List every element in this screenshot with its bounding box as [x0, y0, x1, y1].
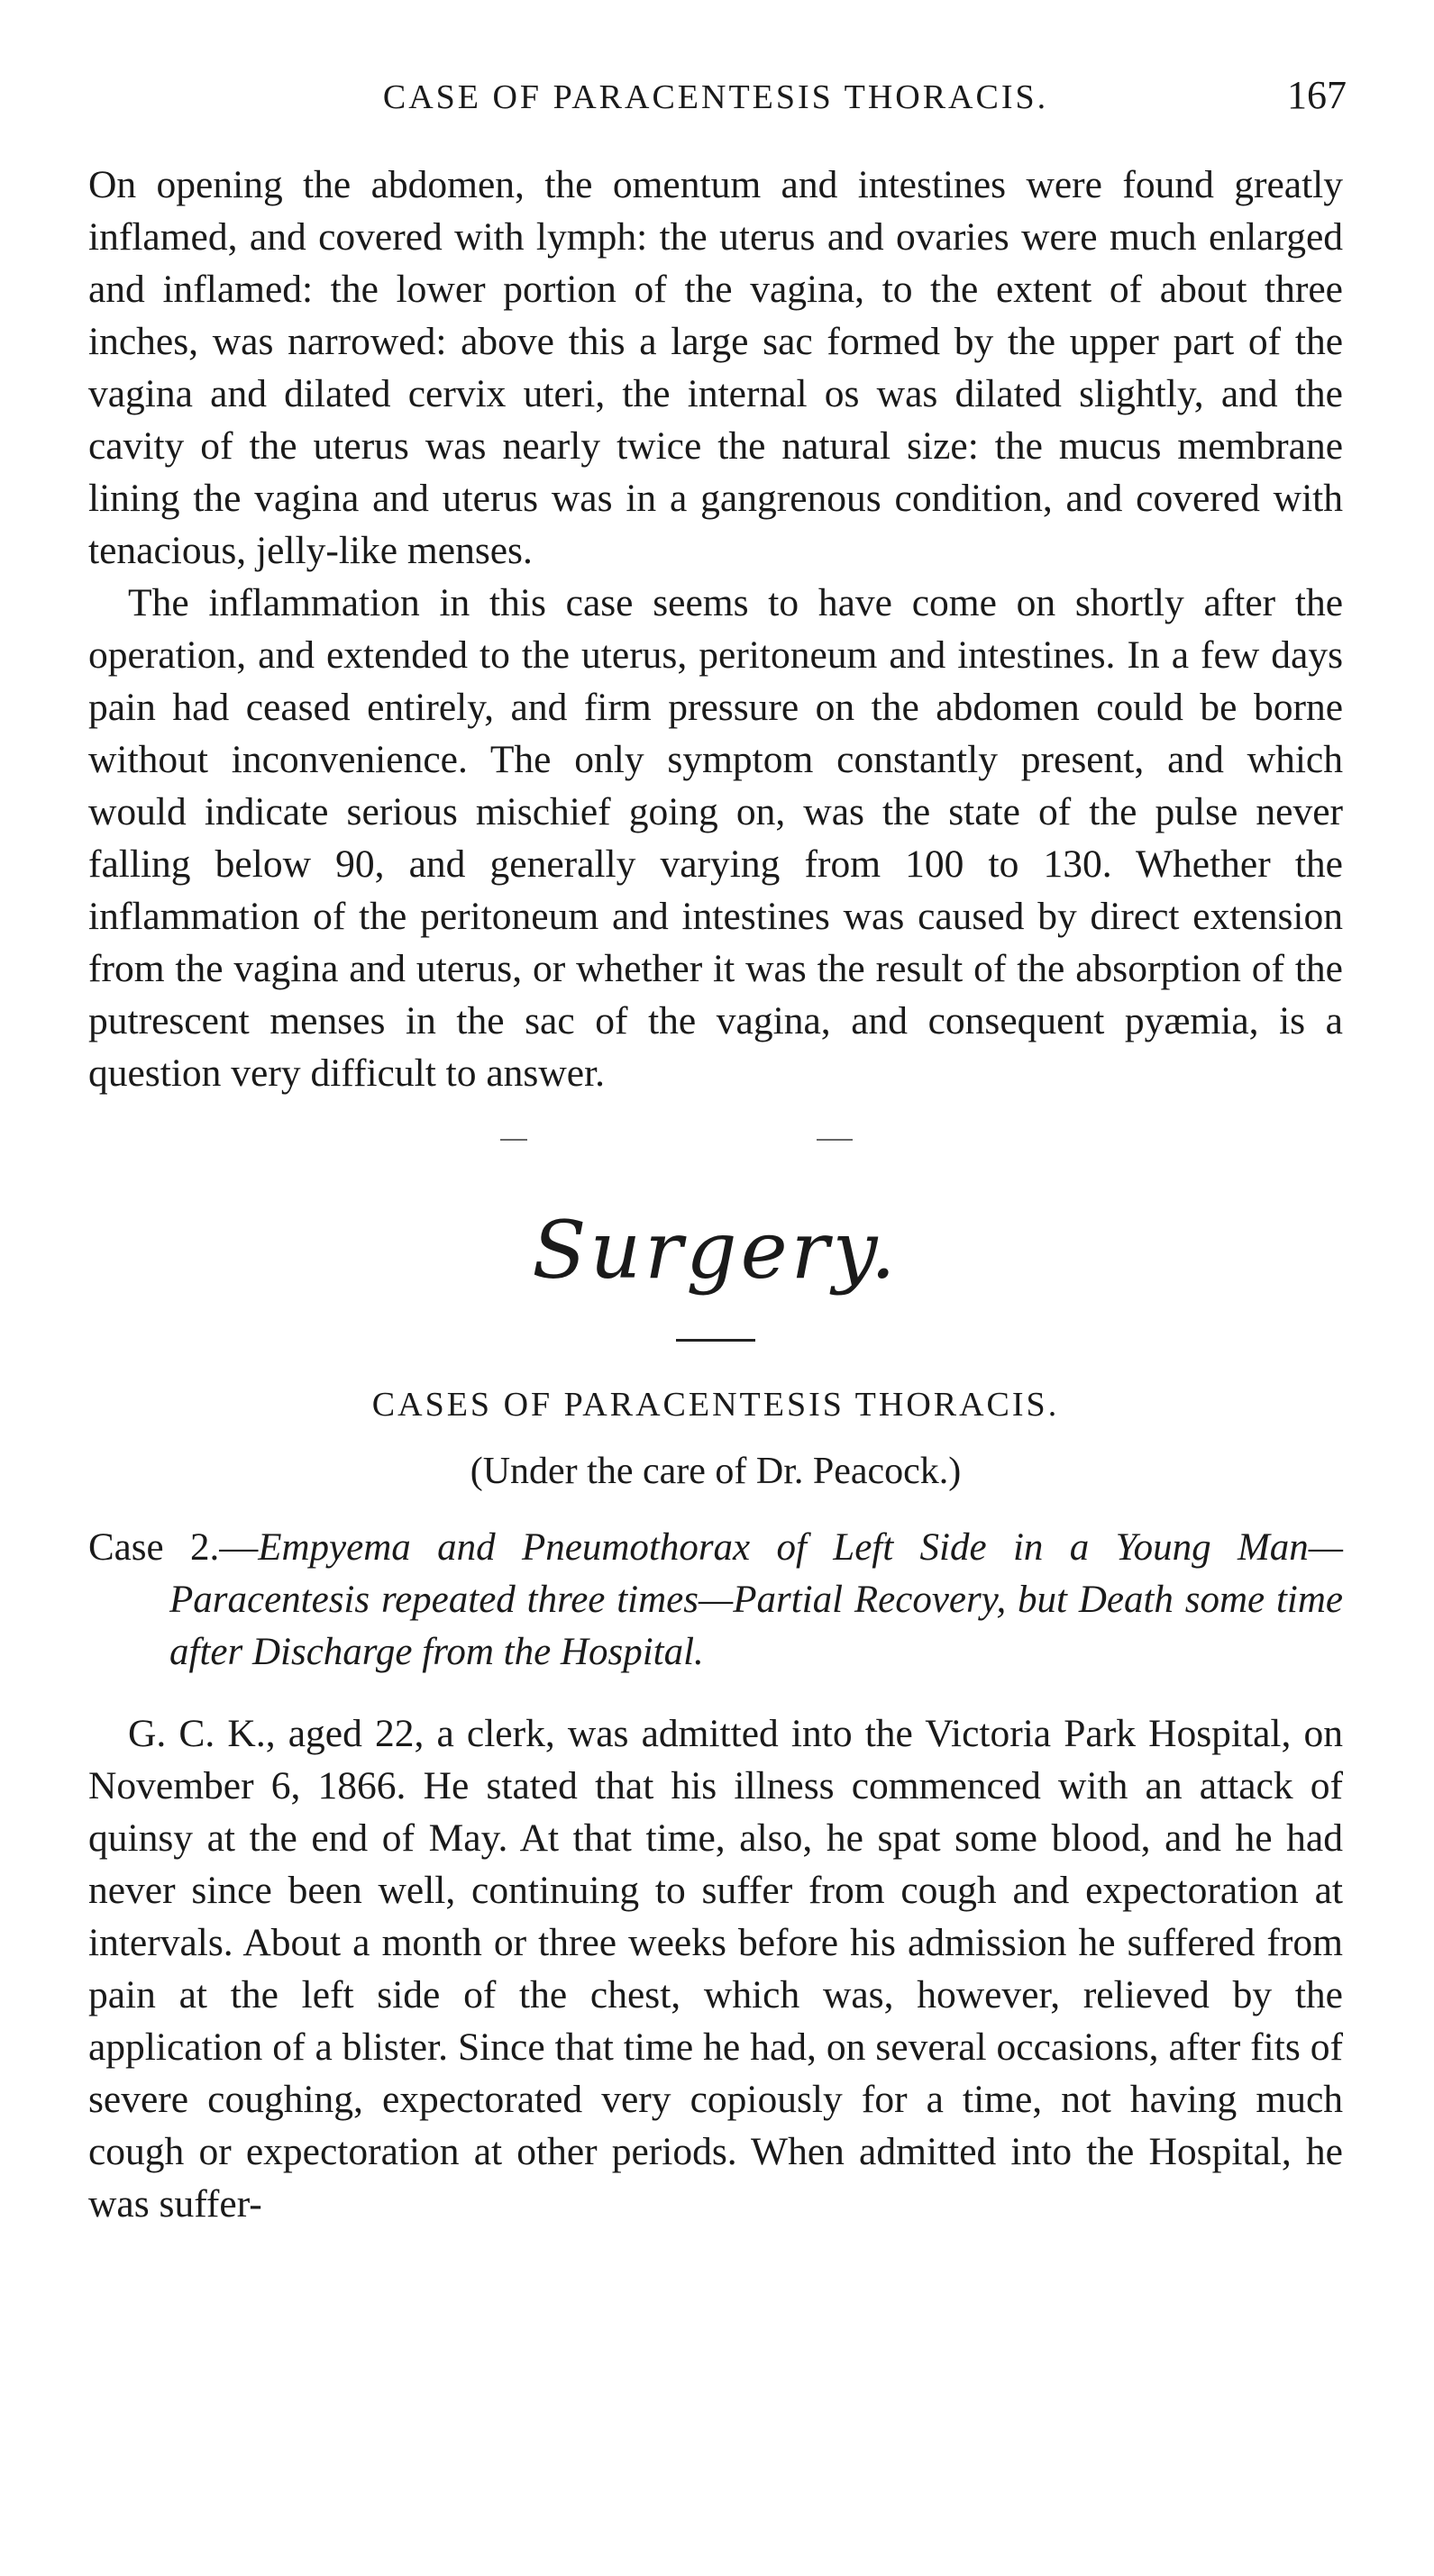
page	[88, 72, 1347, 2230]
running-title: CASE OF PARACENTESIS THORACIS.	[382, 78, 1049, 116]
running-head	[88, 72, 1347, 135]
section-divider	[88, 1132, 1343, 1150]
article-title: CASES OF PARACENTESIS THORACIS.	[371, 1386, 1060, 1424]
case-body: G. C. K., aged 22, a clerk, was admitted into the Victoria Park Hospital, on November 6, 1866. He stated that his illness commenced with an attack of quinsy at the end of May. At that time, also, he spat some blood, and he had never since been well, continuing to suffer from cough and expectoration at intervals. About a month or three weeks before his admission he suffered from pain at the left side of the chest, which was, however, relieved by the application of a blister. Since that time he had, on several occasions, after fits of severe coughing, expectorated very copiously for a time, not having much cough or expectoration at other periods. When admitted into the Hospital, he was suffer-	[88, 1712, 1343, 2226]
case-label: Case 2.—	[88, 1526, 259, 1569]
page-number: 167	[1287, 73, 1347, 117]
case-summary: Empyema and Pneumothorax of Left Side in a Young Man—Paracentesis repeated three times—Partial Recovery, but Death some time after Discharge from the Hospital.	[169, 1526, 1343, 1673]
paragraph-inflammation: The inflammation in this case seems to have come on shortly after the operation, and extended to the uterus, peritoneum and intestines. In a few days pain had ceased entirely, and firm pressure on the abdomen could be borne without inconvenience. The only symptom constantly present, and which would indicate serious mischief going on, was the state of the pulse never falling below 90, and generally varying from 100 to 130. Whether the inflammation of the peritoneum and intestines was caused by direct extension from the vagina and uterus, or whether it was the result of the absorption of the putrescent menses in the sac of the vagina, and consequent pyæmia, is a question very difficult to answer.	[88, 581, 1343, 1095]
title-rule	[676, 1339, 755, 1342]
case-heading	[88, 1522, 1343, 1679]
paragraph-autopsy: On opening the abdomen, the omentum and intestines were found greatly inflamed, and covered with lymph: the uterus and ovaries were much enlarged and inflamed: the lower portion of the vagina, to the extent of about three inches, was narrowed: above this a large sac formed by the upper part of the vagina and dilated cervix uteri, the internal os was dilated slightly, and the cavity of the uterus was nearly twice the natural size: the mucus membrane lining the vagina and uterus was in a gangrenous condition, and covered with tenacious, jelly-like menses.	[88, 163, 1343, 572]
care-line: (Under the care of Dr. Peacock.)	[470, 1451, 962, 1492]
section-title: Surgery.	[532, 1204, 900, 1297]
